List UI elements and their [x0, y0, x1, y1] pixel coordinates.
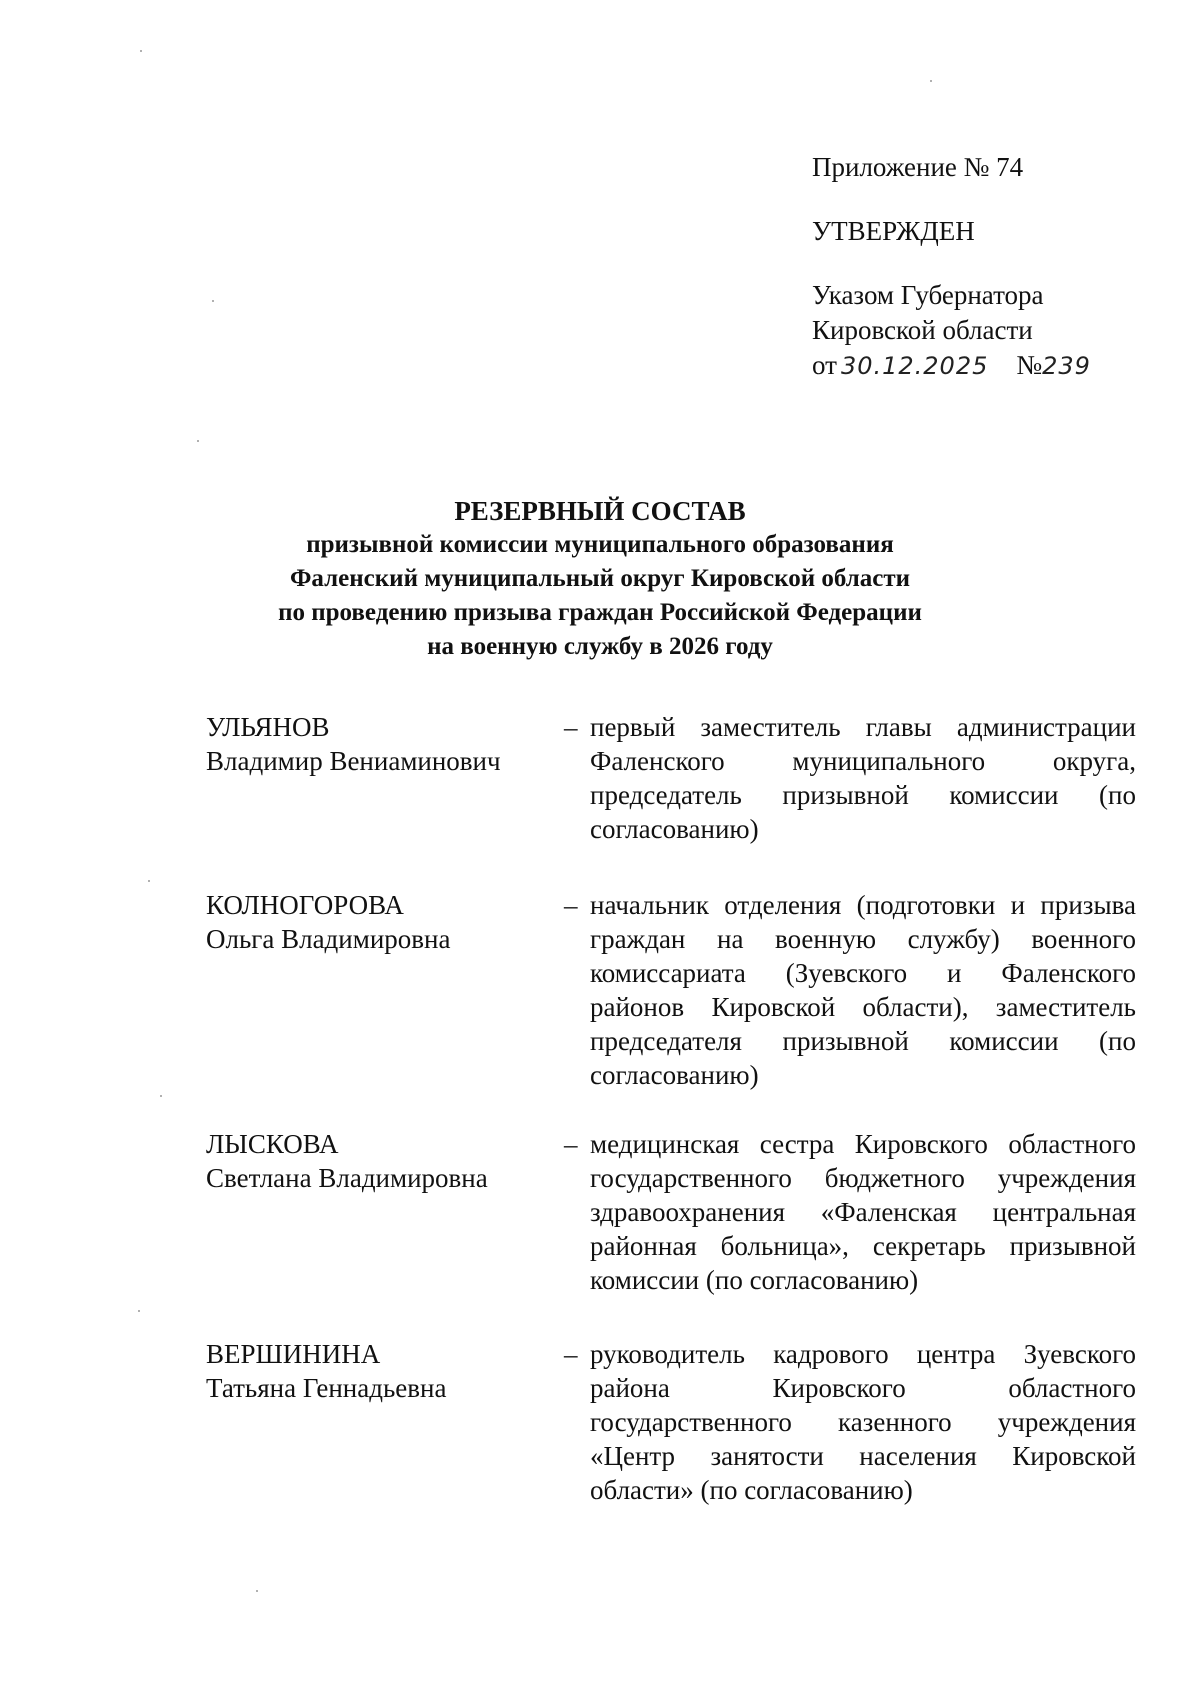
separator-dash: – — [564, 890, 578, 920]
separator-dash: – — [564, 1129, 578, 1159]
member-surname: КОЛНОГОРОВА — [206, 890, 404, 920]
member-surname: ВЕРШИНИНА — [206, 1339, 381, 1369]
member-name — [206, 1127, 566, 1195]
title-main: РЕЗЕРВНЫЙ СОСТАВ — [454, 496, 746, 526]
appendix-number: Приложение № 74 — [812, 152, 1024, 182]
approval-stamp-block — [812, 150, 1172, 384]
scan-speck — [930, 80, 932, 82]
member-given-names: Ольга Владимировна — [206, 924, 451, 954]
separator-dash: – — [564, 712, 578, 742]
title-line-4: по проведению призыва граждан Российской Федерации — [278, 599, 922, 626]
scan-speck — [148, 880, 150, 882]
handwritten-number: 239 — [1042, 352, 1091, 380]
handwritten-date: 30.12.2025 — [840, 352, 989, 380]
member-given-names: Светлана Владимировна — [206, 1163, 488, 1193]
member-name — [206, 888, 566, 956]
member-name — [206, 1337, 566, 1405]
decree-line-2: Кировской области — [812, 315, 1033, 345]
member-name — [206, 710, 566, 778]
scan-speck — [212, 300, 214, 302]
scan-speck — [138, 1310, 140, 1312]
number-prefix: № — [1016, 350, 1043, 380]
scan-speck — [140, 50, 142, 52]
member-role: первый заместитель главы администрации Фаленского муниципального округа, председатель призывной комиссии (по согласованию) — [590, 712, 1136, 844]
member-role: медицинская сестра Кировского областного государственного бюджетного учреждения здравоохранения «Фаленская центральная районная больница», секретарь призывной комиссии (по согласованию) — [590, 1129, 1136, 1295]
member-role: начальник отделения (подготовки и призыва граждан на военную службу) военного комиссариата (Зуевского и Фаленского районов Кировской области), заместитель председателя призывной комиссии (по согласованию) — [590, 890, 1136, 1090]
separator-dash: – — [564, 1339, 578, 1369]
scan-speck — [197, 440, 199, 442]
title-line-5: на военную службу в 2026 году — [427, 633, 773, 660]
title-line-2: призывной комиссии муниципального образования — [306, 531, 894, 558]
member-surname: ЛЫСКОВА — [206, 1129, 339, 1159]
scan-speck — [160, 1095, 162, 1097]
approved-label: УТВЕРЖДЕН — [812, 216, 975, 246]
member-role: руководитель кадрового центра Зуевского района Кировского областного государственного казенного учреждения «Центр занятости населения Кировской области» (по согласованию) — [590, 1339, 1136, 1505]
decree-date-number — [812, 348, 1172, 384]
member-surname: УЛЬЯНОВ — [206, 712, 330, 742]
from-prefix: от — [812, 350, 837, 380]
member-given-names: Владимир Вениаминович — [206, 746, 501, 776]
decree-line-1: Указом Губернатора — [812, 280, 1044, 310]
scan-speck — [256, 1590, 258, 1592]
document-title — [190, 494, 1010, 664]
member-given-names: Татьяна Геннадьевна — [206, 1373, 447, 1403]
title-line-3: Фаленский муниципальный округ Кировской области — [289, 565, 911, 592]
